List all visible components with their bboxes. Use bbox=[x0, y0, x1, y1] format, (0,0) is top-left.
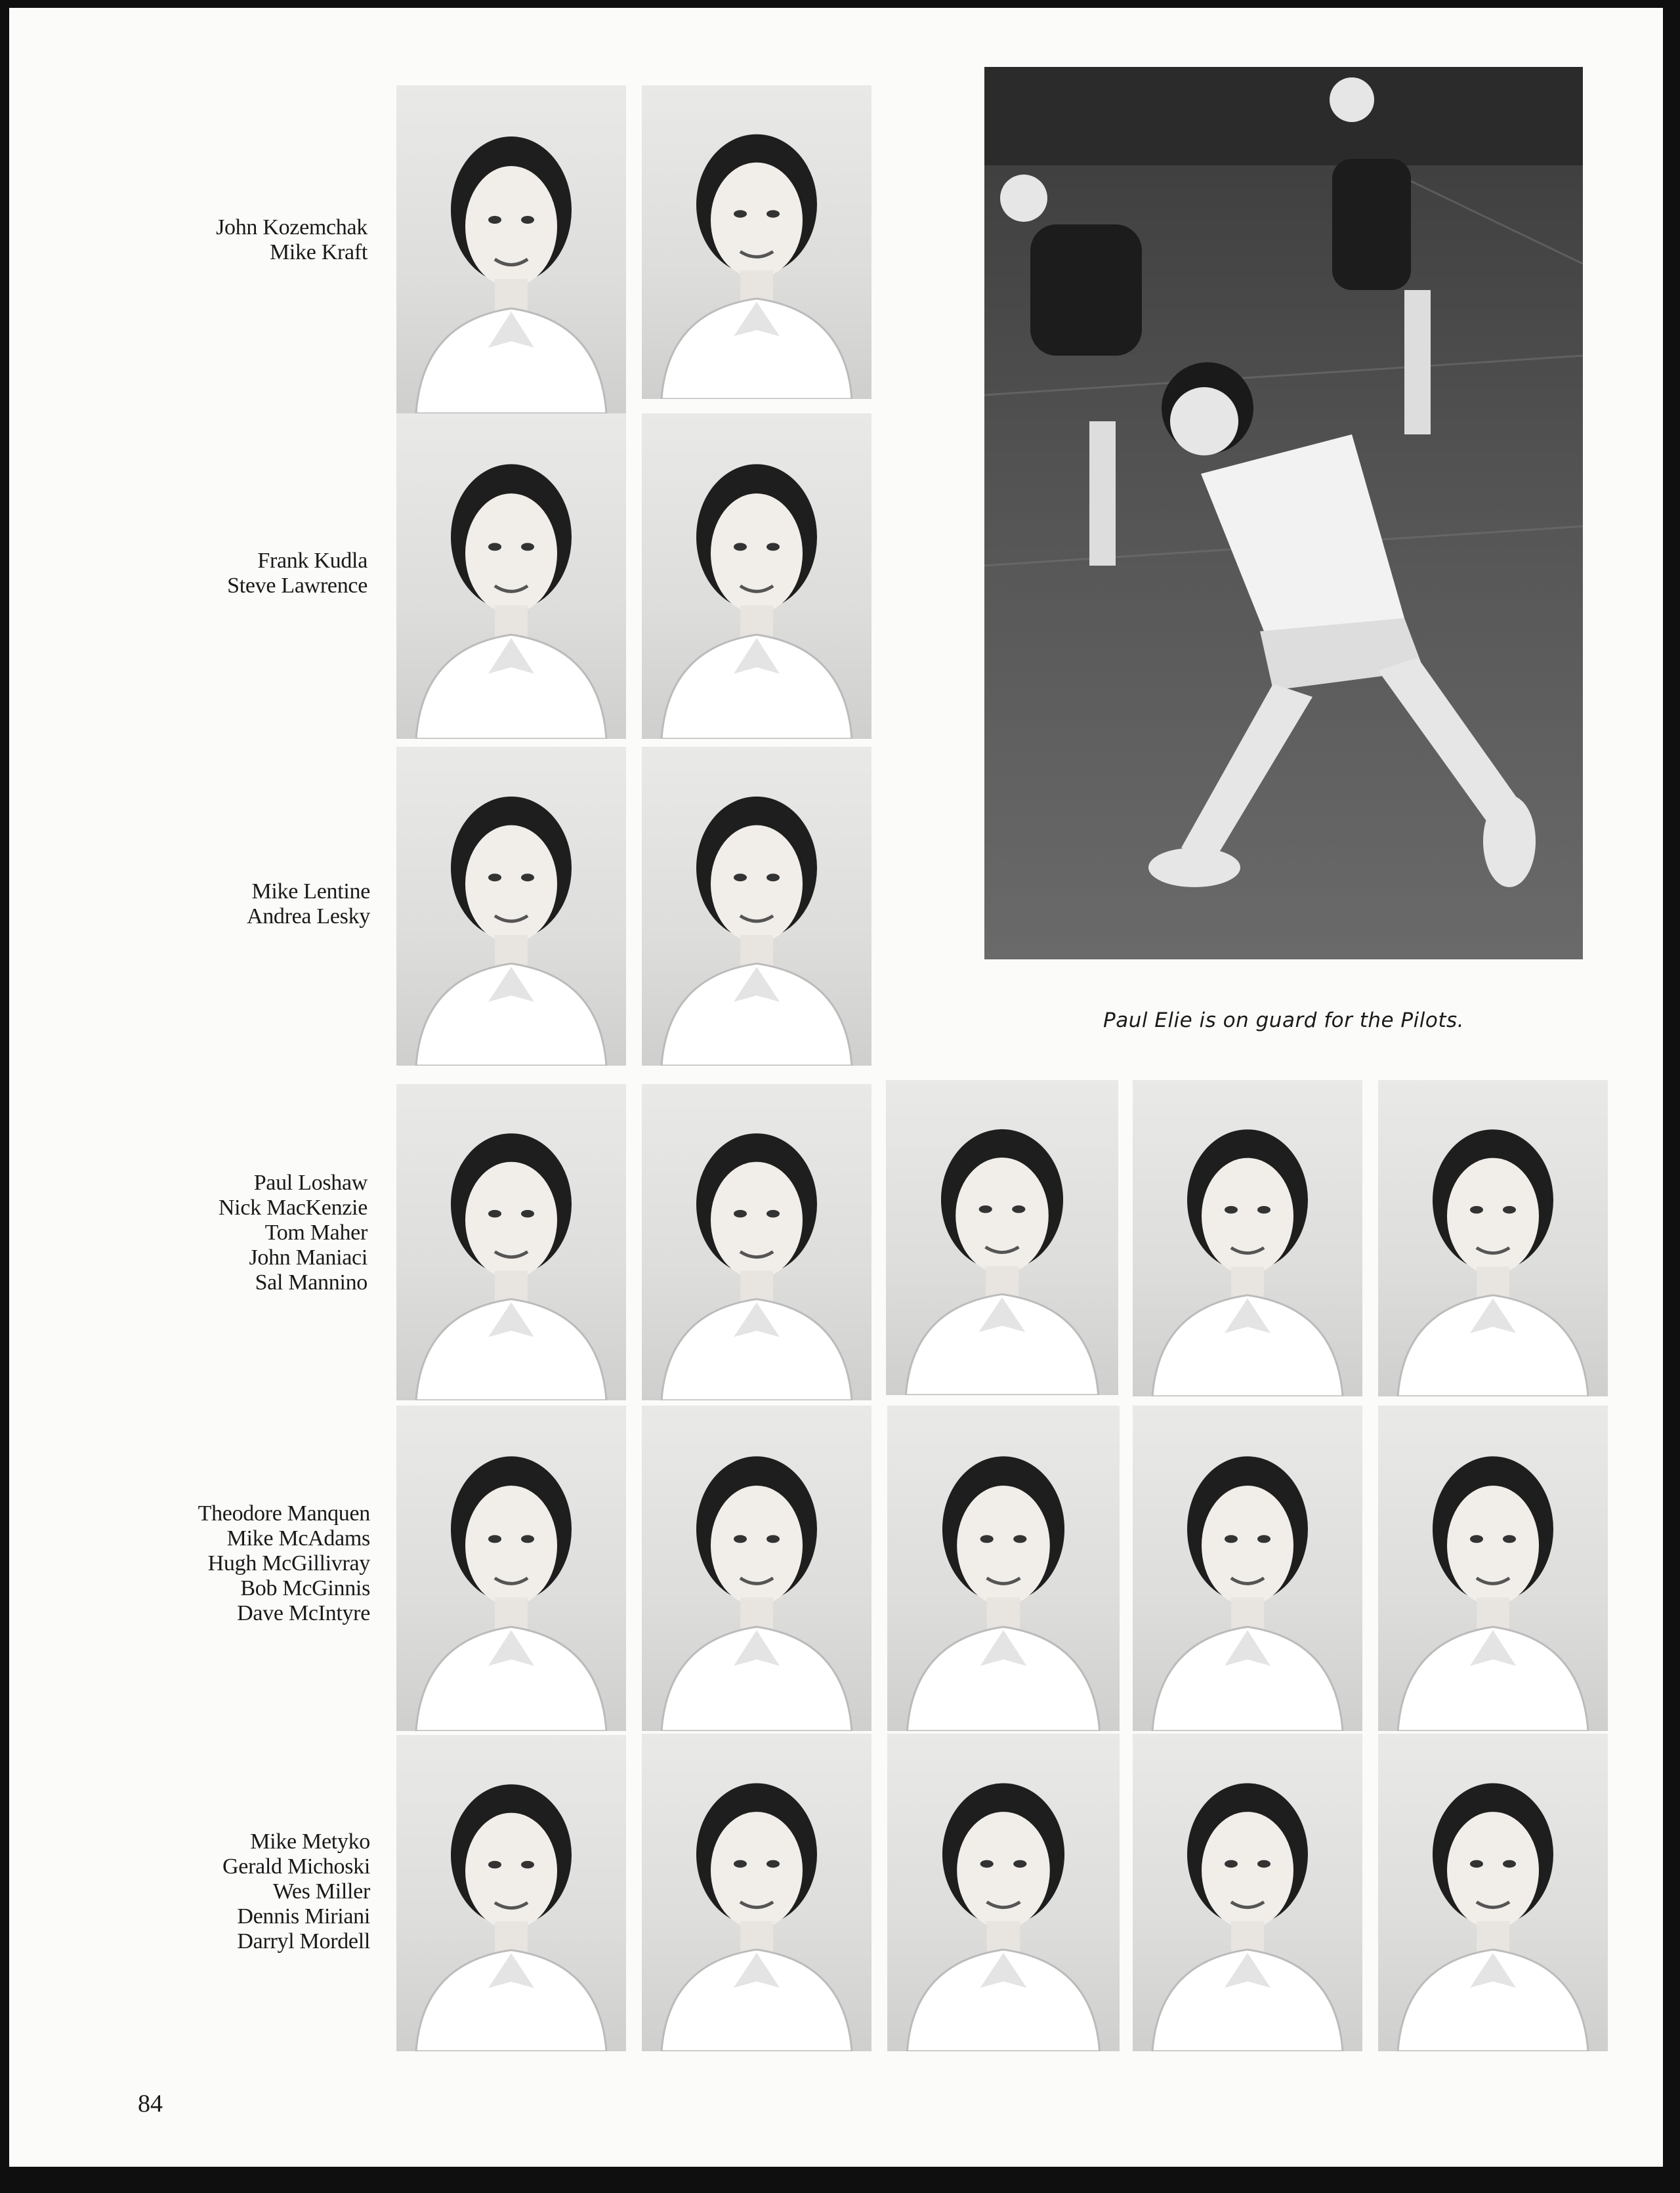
student-name: Tom Maher bbox=[264, 1221, 368, 1245]
portrait-photo bbox=[642, 1406, 872, 1731]
student-name: Wes Miller bbox=[272, 1879, 370, 1904]
student-name: Bob McGinnis bbox=[240, 1576, 370, 1600]
name-list-group-6 bbox=[29, 1829, 370, 1954]
student-name: Hugh McGillivray bbox=[207, 1551, 370, 1576]
portrait-photo bbox=[887, 1406, 1120, 1731]
yearbook-page bbox=[9, 8, 1663, 2167]
portrait-photo bbox=[1133, 1734, 1362, 2051]
portrait-photo bbox=[396, 1406, 626, 1731]
student-name: Dennis Miriani bbox=[237, 1904, 370, 1929]
portrait-photo bbox=[396, 1735, 626, 2051]
student-name: Mike Metyko bbox=[250, 1829, 370, 1854]
name-list-group-5 bbox=[29, 1501, 370, 1626]
portrait-photo bbox=[642, 1084, 872, 1400]
portrait-photo bbox=[396, 1084, 626, 1400]
portrait-photo bbox=[642, 747, 872, 1066]
student-name: John Kozemchak bbox=[216, 215, 368, 240]
student-name: Darryl Mordell bbox=[237, 1929, 370, 1953]
student-name: Andrea Lesky bbox=[246, 904, 370, 929]
student-name: Mike Lentine bbox=[251, 879, 370, 904]
portrait-photo bbox=[642, 1734, 872, 2051]
portrait-photo bbox=[886, 1080, 1118, 1395]
student-name: Frank Kudla bbox=[257, 549, 368, 573]
student-name: John Maniaci bbox=[249, 1245, 368, 1270]
portrait-photo bbox=[887, 1734, 1120, 2051]
name-list-group-2 bbox=[26, 549, 368, 598]
portrait-photo bbox=[396, 85, 626, 413]
portrait-photo bbox=[1378, 1734, 1608, 2051]
student-name: Gerald Michoski bbox=[222, 1854, 370, 1879]
portrait-photo bbox=[1133, 1406, 1362, 1731]
student-name: Mike Kraft bbox=[269, 240, 368, 264]
page-number: 84 bbox=[138, 2090, 163, 2118]
student-name: Nick MacKenzie bbox=[218, 1196, 368, 1220]
student-name: Steve Lawrence bbox=[227, 574, 368, 598]
photo-caption: Paul Elie is on guard for the Pilots. bbox=[1103, 1009, 1464, 1032]
name-list-group-1 bbox=[26, 215, 368, 265]
name-list-group-4 bbox=[26, 1171, 368, 1295]
portrait-photo bbox=[642, 413, 872, 739]
student-name: Sal Mannino bbox=[255, 1270, 368, 1295]
portrait-photo bbox=[1133, 1080, 1362, 1396]
portrait-photo bbox=[396, 413, 626, 739]
basketball-scene-illustration bbox=[984, 67, 1583, 959]
student-name: Theodore Manquen bbox=[198, 1501, 370, 1526]
student-name: Mike McAdams bbox=[226, 1526, 370, 1551]
portrait-photo bbox=[642, 85, 872, 399]
student-name: Dave McIntyre bbox=[237, 1601, 370, 1625]
portrait-photo bbox=[1378, 1080, 1608, 1396]
name-list-group-3 bbox=[29, 879, 370, 929]
student-name: Paul Loshaw bbox=[253, 1171, 368, 1195]
portrait-photo bbox=[1378, 1406, 1608, 1731]
portrait-photo bbox=[396, 747, 626, 1066]
basketball-action-photo bbox=[984, 67, 1583, 959]
